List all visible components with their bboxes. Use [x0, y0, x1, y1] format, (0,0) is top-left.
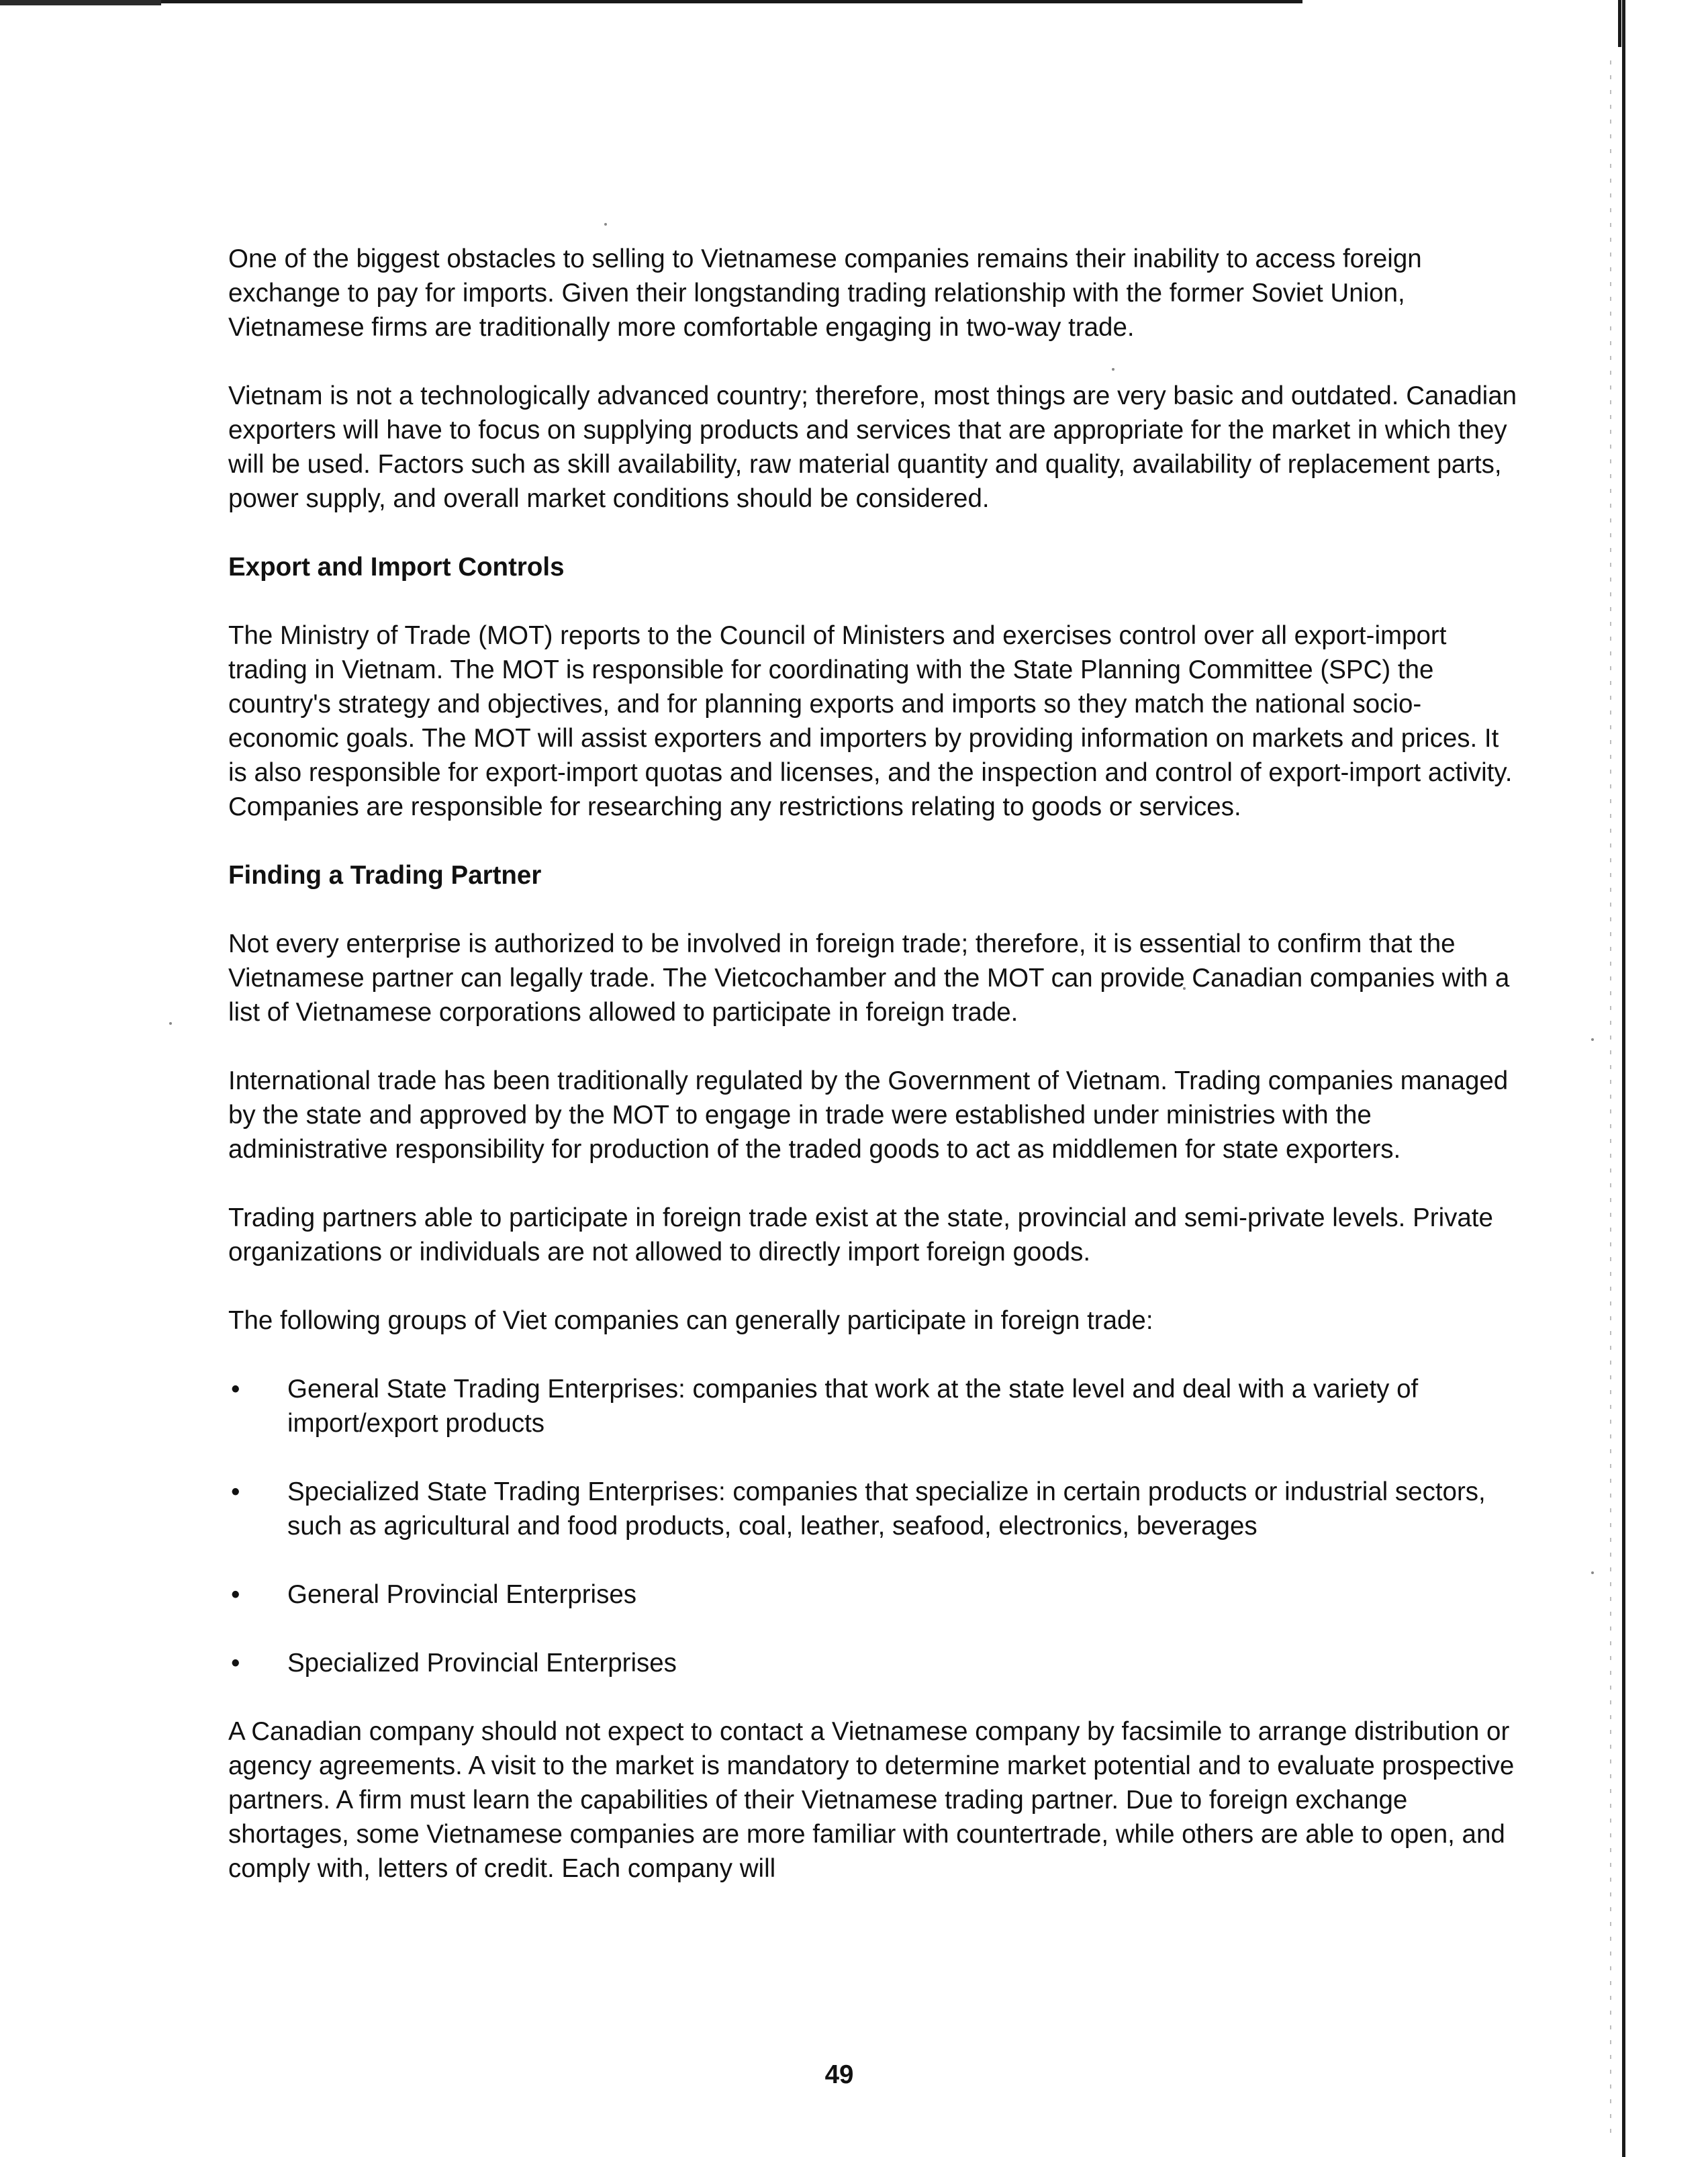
scan-edge-dots [1610, 60, 1611, 2142]
paragraph-ministry-of-trade: The Ministry of Trade (MOT) reports to the Council of Ministers and exercises control over all export-import trading in Vietnam. The MOT is responsible for coordinating with the State Planning Committee (SPC) the country's strategy and objectives, and for planning exports and imports so they match the national socio-economic goals. The MOT will assist exporters and importers by providing information on markets and prices. It is also responsible for export-import quotas and licenses, and the inspection and control of export-import activity. Companies are responsible for researching any restrictions relating to goods or services. [228, 621, 1513, 821]
scan-speck [604, 223, 607, 226]
scan-right-edge [1622, 0, 1625, 2157]
bullet-icon: • [231, 1477, 240, 1506]
list-item [228, 1646, 1517, 1680]
scan-top-rule [0, 0, 1302, 3]
list-item-text: General State Trading Enterprises: companies that work at the state level and deal with a variety of import/export products [287, 1375, 1419, 1438]
paragraph-groups-intro: The following groups of Viet companies can generally participate in foreign trade: [228, 1306, 1153, 1335]
heading-export-import-controls: Export and Import Controls [228, 553, 565, 582]
list-item-text: Specialized State Trading Enterprises: companies that specialize in certain products or industrial sectors, such as agricultural and food products, coal, leather, seafood, electronics, beverages [287, 1477, 1486, 1541]
scan-speck [169, 1022, 172, 1025]
page-number: 49 [824, 2060, 854, 2089]
bullet-icon: • [231, 1375, 240, 1404]
paragraph-visit-market: A Canadian company should not expect to contact a Vietnamese company by facsimile to arrange distribution or agency agreements. A visit to the market is mandatory to determine market potential and to evaluate prospective partners. A firm must learn the capabilities of their Vietnamese trading partner. Due to foreign exchange shortages, some Vietnamese companies are more familiar with countertrade, while others are able to open, and comply with, letters of credit. Each company will [228, 1717, 1515, 1883]
company-groups-list [228, 1372, 1517, 1680]
scan-edge-mark [1618, 0, 1621, 47]
list-item-text: General Provincial Enterprises [287, 1580, 636, 1609]
paragraph-international-trade: International trade has been traditionally regulated by the Government of Vietnam. Trading companies managed by the state and approved by the MOT to engage in trade were established under ministries with the administrative responsibility for production of the traded goods to act as middlemen for state exporters. [228, 1066, 1509, 1164]
scan-top-rule-dark [0, 0, 161, 5]
heading-finding-trading-partner: Finding a Trading Partner [228, 861, 542, 890]
scan-speck [1591, 1038, 1594, 1041]
paragraph-trading-partner-levels: Trading partners able to participate in foreign trade exist at the state, provincial and semi-private levels. Private organizations or individuals are not allowed to directly import foreign goods. [228, 1203, 1493, 1267]
list-item [228, 1577, 1517, 1612]
paragraph-foreign-exchange: One of the biggest obstacles to selling to Vietnamese companies remains their inability to access foreign exchange to pay for imports. Given their longstanding trading relationship with the former Soviet Union, Vietnamese firms are traditionally more comfortable engaging in two-way trade. [228, 244, 1422, 342]
list-item [228, 1372, 1517, 1440]
list-item-text: Specialized Provincial Enterprises [287, 1649, 677, 1678]
list-item [228, 1475, 1517, 1543]
document-body [228, 242, 1517, 1920]
bullet-icon: • [231, 1649, 240, 1678]
bullet-icon: • [231, 1580, 240, 1609]
paragraph-technology: Vietnam is not a technologically advanced country; therefore, most things are very basic and outdated. Canadian exporters will have to focus on supplying products and services that are appropriate for the market in which they will be used. Factors such as skill availability, raw material quantity and quality, availability of replacement parts, power supply, and overall market conditions should be considered. [228, 381, 1517, 513]
paragraph-authorized-enterprises: Not every enterprise is authorized to be involved in foreign trade; therefore, it is essential to confirm that the Vietnamese partner can legally trade. The Vietcochamber and the MOT can provide Canadian companies with a list of Vietnamese corporations allowed to participate in foreign trade. [228, 929, 1510, 1027]
scan-speck [1591, 1571, 1594, 1574]
